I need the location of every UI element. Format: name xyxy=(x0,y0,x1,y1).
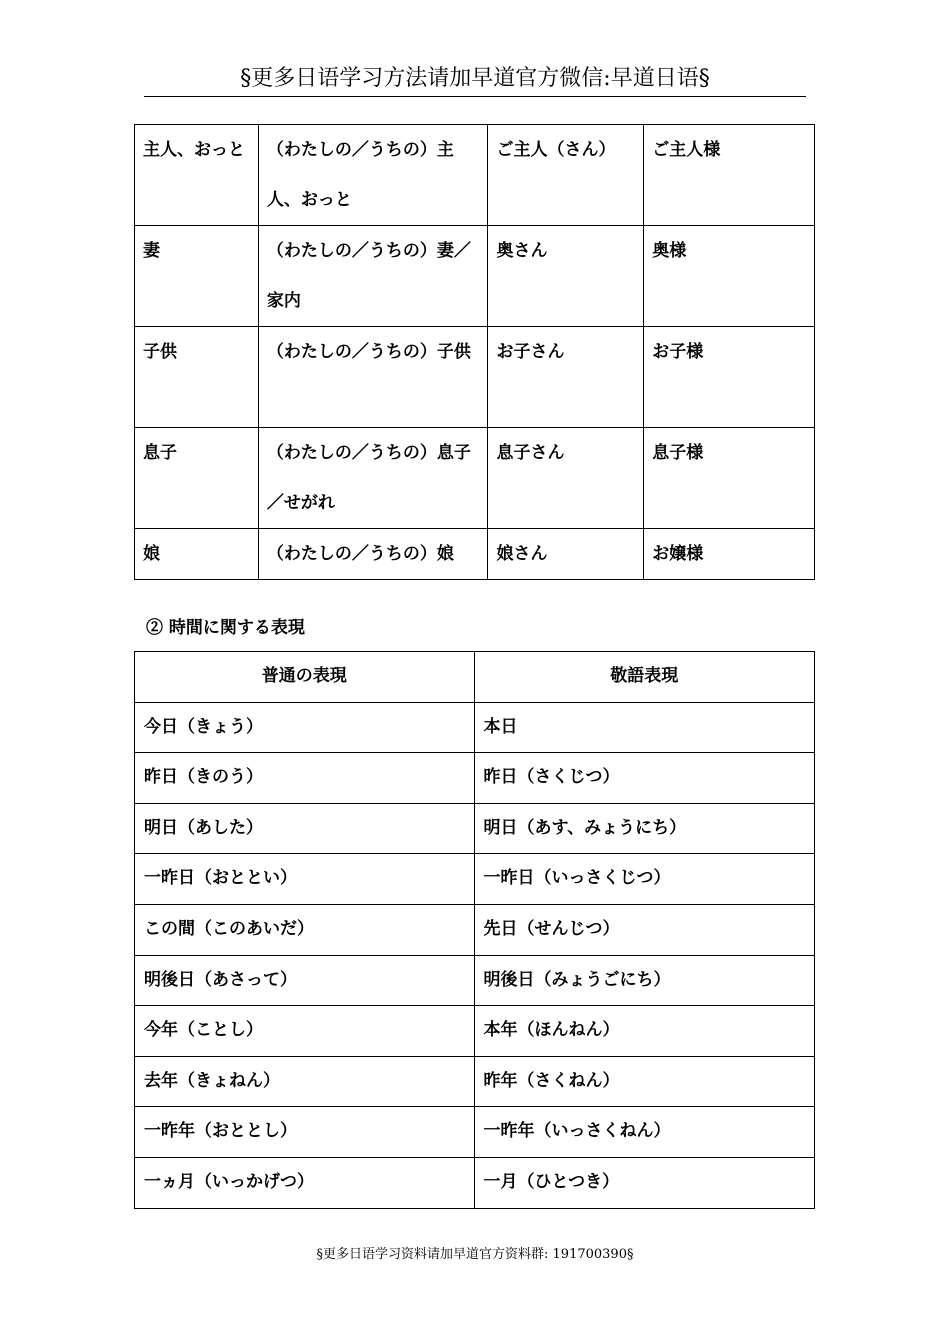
table-cell: この間（このあいだ） xyxy=(135,904,475,955)
table-cell: 娘さん xyxy=(488,529,644,580)
table-cell: （わたしの／うちの）妻／家内 xyxy=(258,226,488,327)
table-cell: ご主人様 xyxy=(644,125,815,226)
table-row xyxy=(135,1056,815,1107)
table-row xyxy=(135,226,815,327)
table-cell: 奥様 xyxy=(644,226,815,327)
column-header: 敬語表現 xyxy=(474,652,815,703)
table-cell: （わたしの／うちの）娘 xyxy=(258,529,488,580)
page-footer: §更多日语学习资料请加早道官方资料群: 191700390§ xyxy=(316,1247,634,1262)
table-cell: 本年（ほんねん） xyxy=(474,1006,815,1057)
table-cell: 一昨年（いっさくねん） xyxy=(474,1107,815,1158)
table-cell: 昨年（さくねん） xyxy=(474,1056,815,1107)
table-cell: 一ヵ月（いっかげつ） xyxy=(135,1157,475,1208)
table-cell: 昨日（きのう） xyxy=(135,753,475,804)
table-cell: 明日（あす、みょうにち） xyxy=(474,803,815,854)
table-cell: 一昨日（おととい） xyxy=(135,854,475,905)
table-cell: 明後日（あさって） xyxy=(135,955,475,1006)
table-row xyxy=(135,702,815,753)
family-terms-table xyxy=(134,124,815,580)
table-cell: 息子様 xyxy=(644,428,815,529)
table-row xyxy=(135,1006,815,1057)
table-cell: 娘 xyxy=(135,529,259,580)
table-cell: （わたしの／うちの）息子／せがれ xyxy=(258,428,488,529)
table-row xyxy=(135,529,815,580)
table-cell: 一昨日（いっさくじつ） xyxy=(474,854,815,905)
table-cell: 今日（きょう） xyxy=(135,702,475,753)
table-cell: 息子 xyxy=(135,428,259,529)
table-cell: 去年（きょねん） xyxy=(135,1056,475,1107)
table-cell: 主人、おっと xyxy=(135,125,259,226)
table-cell: （わたしの／うちの）子供 xyxy=(258,327,488,428)
table-cell: 先日（せんじつ） xyxy=(474,904,815,955)
table-cell: ご主人（さん） xyxy=(488,125,644,226)
table-cell: お子さん xyxy=(488,327,644,428)
table-cell: 一月（ひとつき） xyxy=(474,1157,815,1208)
table-row xyxy=(135,1107,815,1158)
section-title: ② 時間に関する表現 xyxy=(146,618,305,638)
table-cell: 奥さん xyxy=(488,226,644,327)
table-row xyxy=(135,955,815,1006)
table-cell: （わたしの／うちの）主人、おっと xyxy=(258,125,488,226)
table-cell: 今年（ことし） xyxy=(135,1006,475,1057)
table-row xyxy=(135,125,815,226)
page-header: §更多日语学习方法请加早道官方微信:早道日语§ xyxy=(144,62,806,97)
table-row xyxy=(135,904,815,955)
table-cell: 一昨年（おととし） xyxy=(135,1107,475,1158)
table-cell: 子供 xyxy=(135,327,259,428)
table-row xyxy=(135,753,815,804)
table-cell: 本日 xyxy=(474,702,815,753)
table-cell: お子様 xyxy=(644,327,815,428)
time-expressions-table xyxy=(134,651,815,1209)
table-row xyxy=(135,327,815,428)
table-cell: 妻 xyxy=(135,226,259,327)
table-cell: 明日（あした） xyxy=(135,803,475,854)
table-row xyxy=(135,854,815,905)
table-header-row xyxy=(135,652,815,703)
table-cell: 昨日（さくじつ） xyxy=(474,753,815,804)
table-row xyxy=(135,803,815,854)
table-row xyxy=(135,1157,815,1208)
column-header: 普通の表現 xyxy=(135,652,475,703)
table-cell: お嬢様 xyxy=(644,529,815,580)
table-cell: 息子さん xyxy=(488,428,644,529)
table-cell: 明後日（みょうごにち） xyxy=(474,955,815,1006)
table-row xyxy=(135,428,815,529)
